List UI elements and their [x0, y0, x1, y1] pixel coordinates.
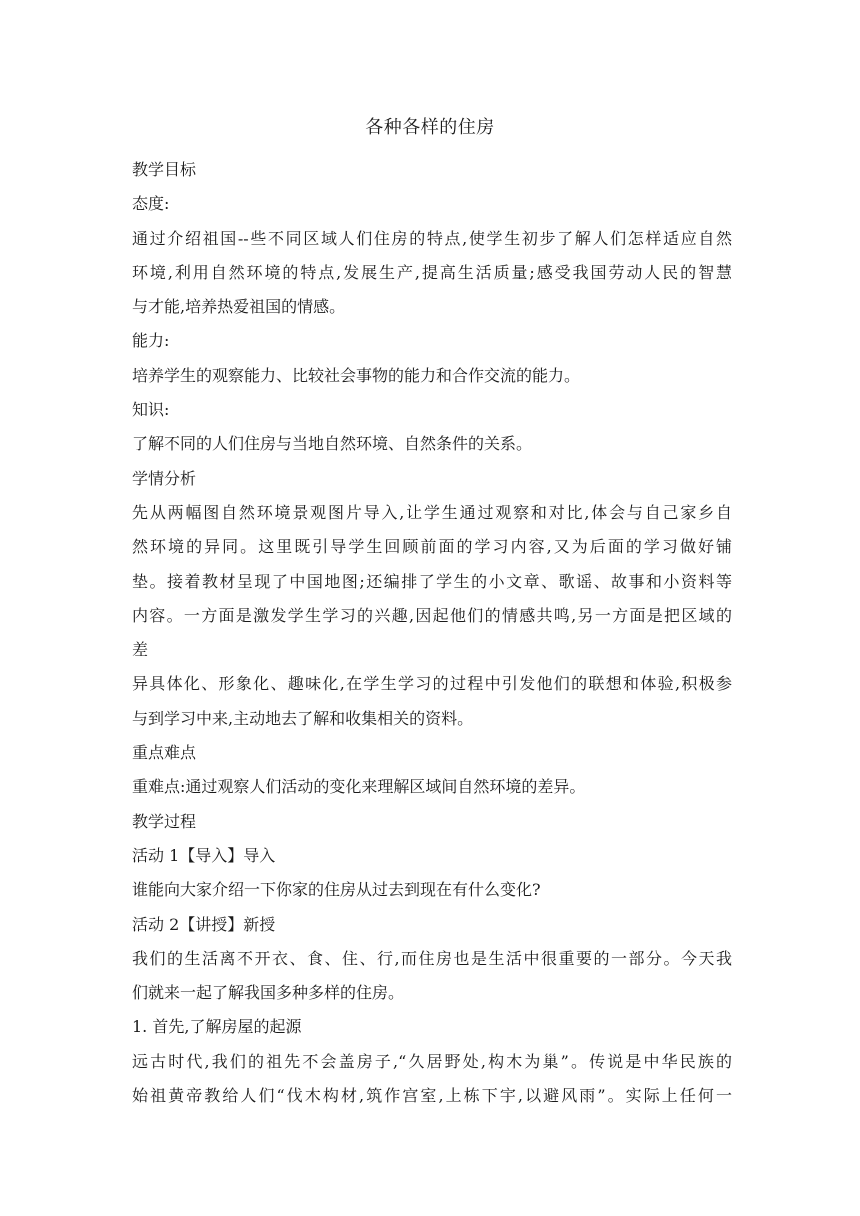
subheading-knowledge: 知识: [132, 400, 170, 420]
activity-heading-1: 活动 1【导入】导入 [132, 845, 276, 865]
paragraph-line: 异具体化、形象化、趣味化,在学生学习的过程中引发他们的联想和体验,积极参 [132, 674, 732, 694]
subheading-ability: 能力: [132, 331, 170, 351]
paragraph-line: 了解不同的人们住房与当地自然环境、自然条件的关系。 [132, 434, 533, 454]
paragraph-line: 垫。接着教材呈现了中国地图;还编排了学生的小文章、歌谣、故事和小资料等 [132, 571, 732, 591]
section-heading-student-analysis: 学情分析 [132, 468, 197, 488]
activity-heading-2: 活动 2【讲授】新授 [132, 914, 276, 934]
paragraph-line: 通过介绍祖国--些不同区域人们住房的特点,使学生初步了解人们怎样适应自然 [132, 228, 732, 248]
paragraph-line: 始祖黄帝教给人们“伐木构材,筑作宫室,上栋下宇,以避风雨”。实际上任何一 [132, 1086, 732, 1106]
paragraph-line: 重难点:通过观察人们活动的变化来理解区域间自然环境的差异。 [132, 777, 586, 797]
paragraph-line: 内容。一方面是激发学生学习的兴趣,因起他们的情感共鸣,另一方面是把区域的 [132, 605, 732, 625]
document-body [132, 153, 732, 1113]
subheading-attitude: 态度: [132, 194, 170, 214]
paragraph-line: 然环境的异同。这里既引导学生回顾前面的学习内容,又为后面的学习做好铺 [132, 537, 732, 557]
paragraph-line: 们就来一起了解我国多种多样的住房。 [132, 983, 405, 1003]
paragraph-line: 先从两幅图自然环境景观图片导入,让学生通过观察和对比,体会与自己家乡自 [132, 502, 732, 522]
paragraph-line: 我们的生活离不开衣、食、住、行,而住房也是生活中很重要的一部分。今天我 [132, 948, 732, 968]
numbered-heading-1: 1. 首先,了解房屋的起源 [132, 1017, 302, 1037]
document-title: 各种各样的住房 [365, 117, 495, 138]
section-heading-key-points: 重点难点 [132, 743, 197, 763]
section-heading-teaching-process: 教学过程 [132, 811, 197, 831]
paragraph-line: 环境,利用自然环境的特点,发展生产,提高生活质量;感受我国劳动人民的智慧 [132, 262, 732, 282]
section-heading-teaching-goals: 教学目标 [132, 160, 197, 179]
paragraph-line: 谁能向大家介绍一下你家的住房从过去到现在有什么变化? [132, 880, 541, 900]
paragraph-line: 差 [132, 640, 149, 660]
paragraph-line: 培养学生的观察能力、比较社会事物的能力和合作交流的能力。 [132, 365, 581, 385]
paragraph-line: 与到学习中来,主动地去了解和收集相关的资料。 [132, 708, 474, 728]
paragraph-line: 远古时代,我们的祖先不会盖房子,“久居野处,构木为巢”。传说是中华民族的 [132, 1051, 732, 1071]
paragraph-line: 与才能,培养热爱祖国的情感。 [132, 297, 346, 317]
